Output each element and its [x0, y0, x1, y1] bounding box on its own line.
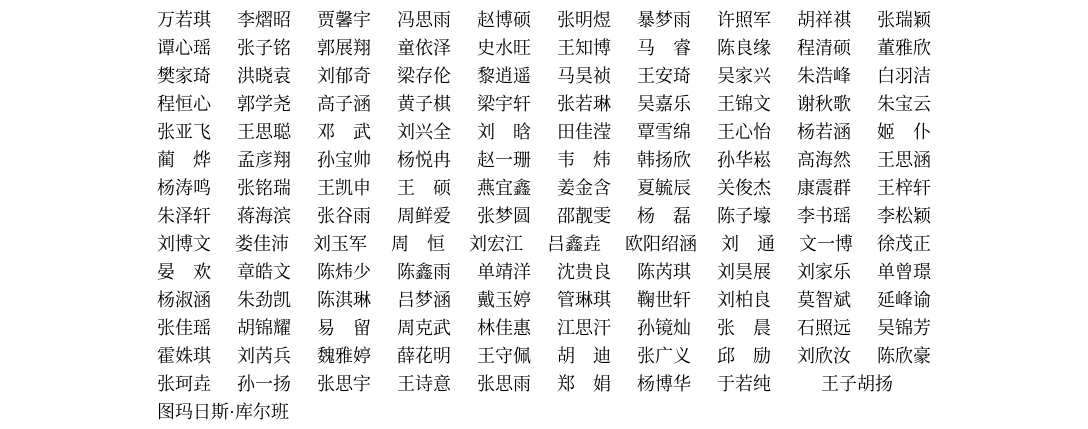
name-item: 张若琳: [557, 94, 611, 114]
name-item: 谢秋歌: [797, 94, 851, 114]
name-item: 姬仆: [877, 122, 931, 142]
name-item: 洪晓袁: [237, 66, 291, 86]
name-item: 吴家兴: [717, 66, 771, 86]
name-item: 吕鑫垚: [547, 234, 601, 254]
name-item: 王安琦: [637, 66, 691, 86]
name-item: 张广义: [637, 346, 691, 366]
name-item: 王知博: [557, 38, 611, 58]
name-item: 白羽洁: [877, 66, 931, 86]
name-item: 蒋海滨: [237, 206, 291, 226]
name-row: [157, 202, 931, 230]
name-item: 蔺烨: [157, 150, 211, 170]
name-item: 陈欣豪: [877, 346, 931, 366]
name-item: 童依泽: [397, 38, 451, 58]
name-item: 刘家乐: [797, 262, 851, 282]
name-item: 陈芮琪: [637, 262, 691, 282]
name-item: 杨若涵: [797, 122, 851, 142]
name-item: 沈贵良: [557, 262, 611, 282]
name-item: 张梦圆: [477, 206, 531, 226]
name-item: 江思汗: [557, 318, 611, 338]
name-item: 张思雨: [477, 374, 531, 394]
name-item: 刘兴全: [397, 122, 451, 142]
name-item: 张亚飞: [157, 122, 211, 142]
name-item: 谭心瑶: [157, 38, 211, 58]
name-row: [157, 118, 931, 146]
name-item: 郭学尧: [237, 94, 291, 114]
name-item: 王心怡: [717, 122, 771, 142]
name-item: 陈淇琳: [317, 290, 371, 310]
name-item: 吕梦涵: [397, 290, 451, 310]
name-item: 王守佩: [477, 346, 531, 366]
name-item: 覃雪绵: [637, 122, 691, 142]
name-item: 王子胡扬: [821, 374, 893, 394]
name-item: 戴玉婷: [477, 290, 531, 310]
name-item: 吴嘉乐: [637, 94, 691, 114]
name-item: 孟彦翔: [237, 150, 291, 170]
name-item: 邵靓雯: [557, 206, 611, 226]
name-item: 赵一珊: [477, 150, 531, 170]
name-item: 陈子壕: [717, 206, 771, 226]
name-item: 刘博文: [157, 234, 211, 254]
name-item: 史水旺: [477, 38, 531, 58]
name-item: 夏毓辰: [637, 178, 691, 198]
name-row: [157, 342, 931, 370]
name-item: 朱宝云: [877, 94, 931, 114]
name-item: 黎逍遥: [477, 66, 531, 86]
name-item: 朱劲凯: [237, 290, 291, 310]
name-item: 高子涵: [317, 94, 371, 114]
name-item: 鞠世轩: [637, 290, 691, 310]
name-item: 张佳瑶: [157, 318, 211, 338]
name-item: 程清硕: [797, 38, 851, 58]
name-row: [157, 230, 931, 258]
name-item: 欧阳绍涵: [625, 234, 697, 254]
name-item: 杨博华: [637, 374, 691, 394]
name-item: 姜金含: [557, 178, 611, 198]
name-item: 易留: [317, 318, 371, 338]
name-item: 张子铭: [237, 38, 291, 58]
name-item: 杨淑涵: [157, 290, 211, 310]
name-item: 王锦文: [717, 94, 771, 114]
name-row: [157, 62, 931, 90]
name-list: [157, 0, 931, 426]
name-item: 韦炜: [557, 150, 611, 170]
name-item: 孙宝帅: [317, 150, 371, 170]
name-item: 郭展翔: [317, 38, 371, 58]
name-item: 田佳滢: [557, 122, 611, 142]
name-item: 石照远: [797, 318, 851, 338]
name-item: 韩扬欣: [637, 150, 691, 170]
name-item: 单靖洋: [477, 262, 531, 282]
name-item: 康震群: [797, 178, 851, 198]
name-item: 董雅欣: [877, 38, 931, 58]
name-item: 杨磊: [637, 206, 691, 226]
name-item: 陈炜少: [317, 262, 371, 282]
name-item: 李松颖: [877, 206, 931, 226]
name-item: 娄佳沛: [235, 234, 289, 254]
name-item: 陈鑫雨: [397, 262, 451, 282]
name-item: 陈良缘: [717, 38, 771, 58]
name-item: 赵博硕: [477, 10, 531, 30]
name-item: 黄子棋: [397, 94, 451, 114]
name-item: 图玛日斯·库尔班: [157, 402, 289, 422]
name-item: 邓武: [317, 122, 371, 142]
name-item: 于若纯: [717, 374, 771, 394]
name-item: 周克武: [397, 318, 451, 338]
name-item: 马昊祯: [557, 66, 611, 86]
name-item: 万若琪: [157, 10, 211, 30]
name-item: 高海然: [797, 150, 851, 170]
name-item: 王思聪: [237, 122, 291, 142]
name-item: 刘昊展: [717, 262, 771, 282]
name-item: 刘通: [721, 234, 775, 254]
name-item: 孙镜灿: [637, 318, 691, 338]
name-item: 延峰谕: [877, 290, 931, 310]
name-item: 张瑞颖: [877, 10, 931, 30]
name-item: 刘欣汝: [797, 346, 851, 366]
name-item: 樊家琦: [157, 66, 211, 86]
name-item: 杨悦冉: [397, 150, 451, 170]
name-item: 魏雅婷: [317, 346, 371, 366]
name-item: 晏欢: [157, 262, 211, 282]
name-item: 徐茂正: [877, 234, 931, 254]
name-item: 刘郁奇: [317, 66, 371, 86]
name-item: 霍姝琪: [157, 346, 211, 366]
name-item: 梁宇轩: [477, 94, 531, 114]
name-row: [157, 6, 931, 34]
name-item: 邱励: [717, 346, 771, 366]
name-item: 郑娟: [557, 374, 611, 394]
name-item: 管琳琪: [557, 290, 611, 310]
name-item: 贾馨宇: [317, 10, 371, 30]
name-item: 燕宜鑫: [477, 178, 531, 198]
name-item: 薛花明: [397, 346, 451, 366]
name-row: [157, 370, 931, 398]
name-item: 张晨: [717, 318, 771, 338]
name-item: 许照军: [717, 10, 771, 30]
name-row: [157, 258, 931, 286]
name-row: [157, 314, 931, 342]
name-item: 马睿: [637, 38, 691, 58]
name-item: 刘宏江: [469, 234, 523, 254]
name-item: 李书瑶: [797, 206, 851, 226]
name-item: 刘柏良: [717, 290, 771, 310]
name-item: 暴梦雨: [637, 10, 691, 30]
name-row: [157, 174, 931, 202]
name-item: 李熠昭: [237, 10, 291, 30]
name-item: 朱浩峰: [797, 66, 851, 86]
name-item: 王思涵: [877, 150, 931, 170]
name-item: 关俊杰: [717, 178, 771, 198]
name-item: 胡锦耀: [237, 318, 291, 338]
name-item: 周鲜爱: [397, 206, 451, 226]
name-item: 单曾璟: [877, 262, 931, 282]
name-row: [157, 398, 931, 426]
name-item: 张谷雨: [317, 206, 371, 226]
name-item: 王凯申: [317, 178, 371, 198]
name-item: 孙华崧: [717, 150, 771, 170]
name-item: 张明煜: [557, 10, 611, 30]
name-item: 张思宇: [317, 374, 371, 394]
name-row: [157, 286, 931, 314]
name-row: [157, 34, 931, 62]
name-item: 胡祥祺: [797, 10, 851, 30]
name-item: 孙一扬: [237, 374, 291, 394]
name-item: 刘玉军: [313, 234, 367, 254]
name-item: 张铭瑞: [237, 178, 291, 198]
name-item: 章皓文: [237, 262, 291, 282]
name-item: 程恒心: [157, 94, 211, 114]
name-item: 胡迪: [557, 346, 611, 366]
name-item: 林佳惠: [477, 318, 531, 338]
name-item: 王梓轩: [877, 178, 931, 198]
name-item: 文一博: [799, 234, 853, 254]
name-item: 莫智斌: [797, 290, 851, 310]
name-item: 刘芮兵: [237, 346, 291, 366]
name-item: 冯思雨: [397, 10, 451, 30]
name-row: [157, 90, 931, 118]
name-item: 朱泽轩: [157, 206, 211, 226]
name-item: 王诗意: [397, 374, 451, 394]
name-item: 王硕: [397, 178, 451, 198]
name-item: 刘晗: [477, 122, 531, 142]
name-item: 张珂垚: [157, 374, 211, 394]
name-row: [157, 146, 931, 174]
name-item: 梁存伦: [397, 66, 451, 86]
name-item: 周恒: [391, 234, 445, 254]
name-item: 杨涛鸣: [157, 178, 211, 198]
name-item: 吴锦芳: [877, 318, 931, 338]
